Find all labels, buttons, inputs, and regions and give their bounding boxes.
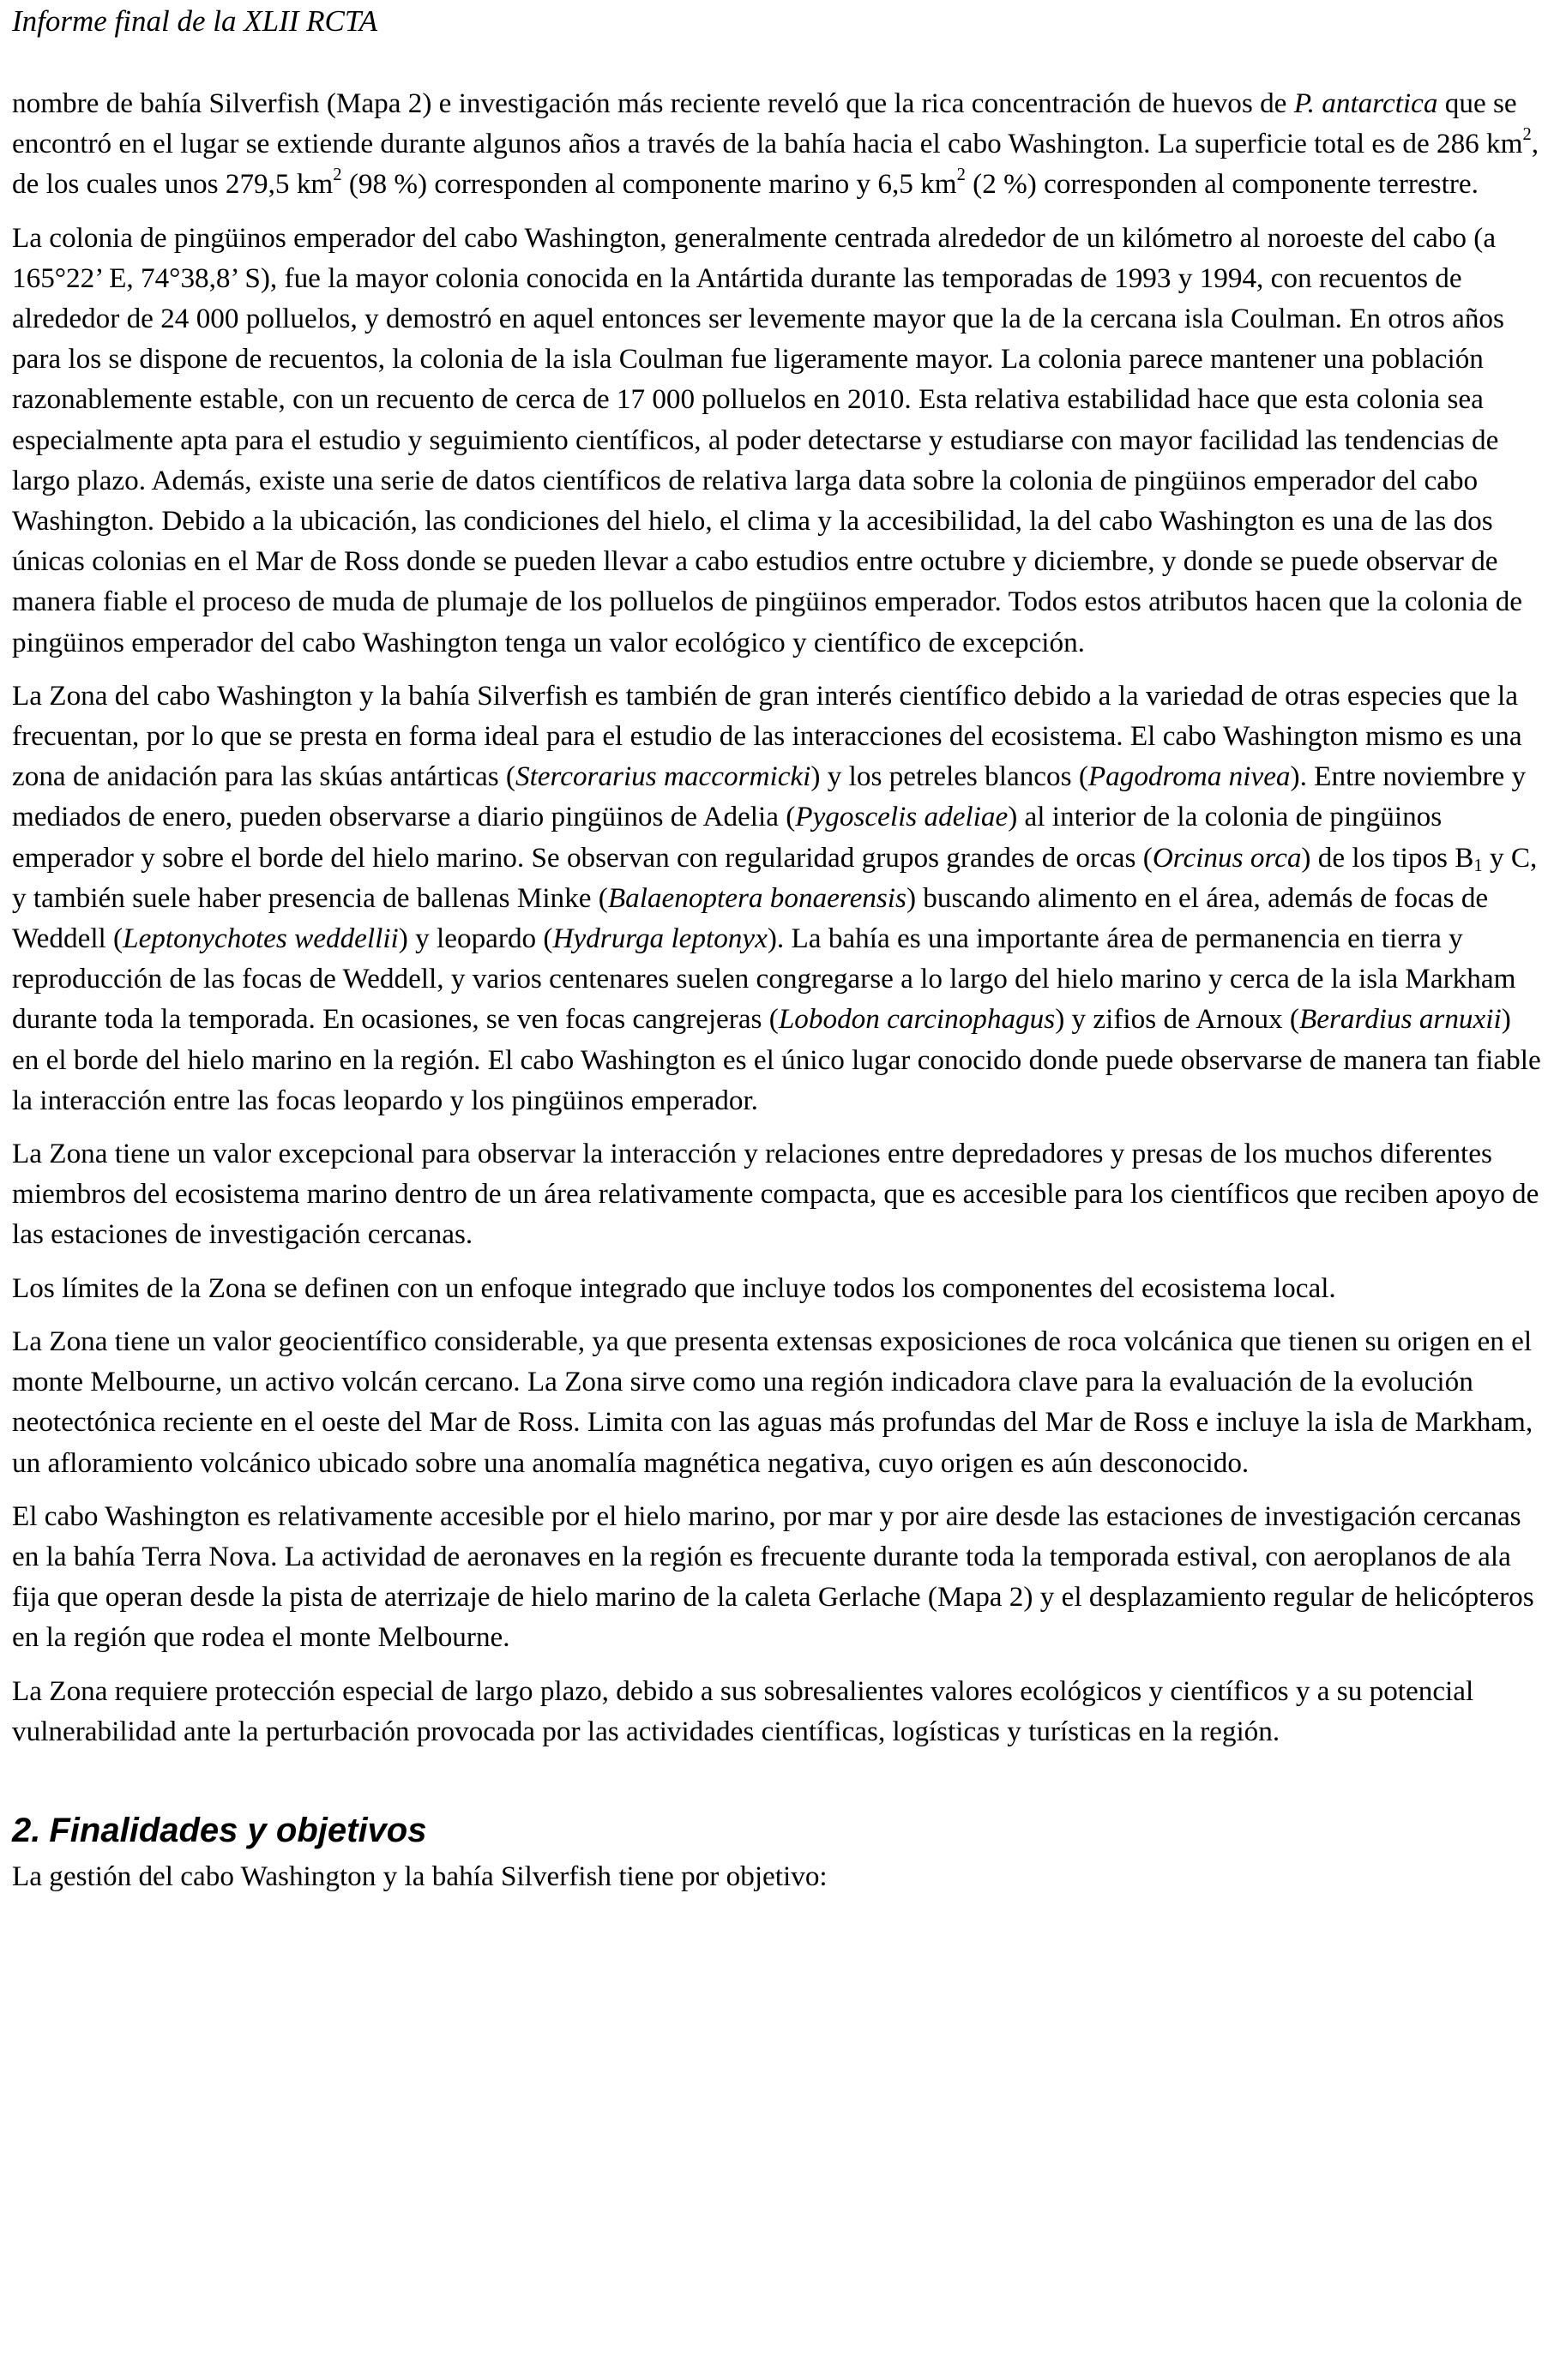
text-run: ) y zifios de Arnoux ( — [1055, 1003, 1299, 1036]
paragraph-silverfish-area — [12, 83, 1543, 205]
paragraph-accessibility: El cabo Washington es relativamente accesible por el hielo marino, por mar y por aire desde las estaciones de investigación cercanas en la bahía Terra Nova. La actividad de aeronaves en la región es frecuente durante toda la temporada estival, con aeroplanos de ala fija que operan desde la pista de aterrizaje de hielo marino de la caleta Gerlache (Mapa 2) y el desplazamiento regular de helicópteros en la región que rodea el monte Melbourne. — [12, 1500, 1534, 1654]
text-run: ) y leopardo ( — [398, 923, 553, 955]
section-number: 2. — [12, 1811, 41, 1849]
text-run: ). Entre noviembre y mediados de enero, pueden observarse a diario pingüinos de Adelia ( — [12, 760, 1527, 833]
text-run: ) buscando alimento en el área, además de focas de Weddell ( — [12, 881, 1489, 955]
text-run: nombre de bahía Silverfish (Mapa 2) e investigación más reciente reveló que la rica concentración de huevos de — [12, 87, 1294, 119]
paragraph-zone-limits: Los límites de la Zona se definen con un enfoque integrado que incluye todos los componentes del ecosistema local. — [12, 1271, 1336, 1304]
text-run: La Zona del cabo Washington y la bahía Silverfish es también de gran interés científico debido a la variedad de otras especies que la frecuentan, por lo que se presta en forma ideal para el estudio de las interacciones del ecosistema. El cabo Washington mismo es una zona de anidación para las skúas antárticas ( — [12, 679, 1522, 793]
species-name: Lobodon carcinophagus — [778, 1003, 1056, 1036]
text-run: , de los cuales unos 279,5 km — [12, 128, 1539, 201]
paragraph-protection-need: La Zona requiere protección especial de largo plazo, debido a sus sobresalientes valores ecológicos y científicos y a su potencial vulnerabilidad ante la perturbación provocada por las actividades científicas, logísticas y turísticas en la región. — [12, 1674, 1474, 1747]
text-run: que se encontró en el lugar se extiende durante algunos años a través de la bahía hacia el cabo Washington. La superficie total es de 286 km — [12, 87, 1523, 160]
subscript: 1 — [1473, 856, 1483, 875]
superscript: 2 — [1522, 125, 1532, 145]
running-header: Informe final de la XLII RCTA — [12, 4, 378, 38]
species-name: Hydrurga leptonyx — [552, 923, 768, 955]
text-run: (98 %) corresponden al componente marino y 6,5 km — [341, 168, 957, 201]
section-intro: La gestión del cabo Washington y la bahía Silverfish tiene por objetivo: — [12, 1860, 828, 1892]
text-run: ) en el borde del hielo marino en la región. El cabo Washington es el único lugar conocido donde puede observarse de manera tan fiable la interacción entre las focas leopardo y los pingüinos emperador. — [12, 1003, 1541, 1116]
text-run: ) y los petreles blancos ( — [810, 760, 1088, 793]
section-title: Finalidades y objetivos — [49, 1811, 427, 1849]
paragraph-emperor-colony: La colonia de pingüinos emperador del cabo Washington, generalmente centrada alrededor de un kilómetro al noroeste del cabo (a 165°22’ E, 74°38,8’ S), fue la mayor colonia conocida en la Antártida durante las temporadas de 1993 y 1994, con recuentos de alrededor de 24 000 polluelos, y demostró en aquel entonces ser levemente mayor que la de la cercana isla Coulman. En otros años para los se dispone de recuentos, la colonia de la isla Coulman fue ligeramente mayor. La colonia parece mantener una población razonablemente estable, con un recuento de cerca de 17 000 polluelos en 2010. Esta relativa estabilidad hace que esta colonia sea especialmente apta para el estudio y seguimiento científicos, al poder detectarse y estudiarse con mayor facilidad las tendencias de largo plazo. Además, existe una serie de datos científicos de relativa larga data sobre la colonia de pingüinos emperador del cabo Washington. Debido a la ubicación, las condiciones del hielo, el clima y la accesibilidad, la del cabo Washington es una de las dos únicas colonias en el Mar de Ross donde se pueden llevar a cabo estudios entre octubre y diciembre, y donde se puede observar de manera fiable el proceso de muda de plumaje de los polluelos de pingüinos emperador. Todos estos atributos hacen que la colonia de pingüinos emperador del cabo Washington tenga un valor ecológico y científico de excepción. — [12, 221, 1523, 658]
text-run: ) de los tipos B — [1301, 841, 1474, 874]
superscript: 2 — [333, 165, 342, 185]
species-name: Leptonychotes weddellii — [123, 923, 399, 955]
species-name: Pygoscelis adeliae — [795, 801, 1009, 833]
document-page — [12, 0, 1543, 1909]
species-name: Orcinus orca — [1152, 841, 1302, 874]
superscript: 2 — [956, 165, 966, 185]
text-run: ). La bahía es una importante área de permanencia en tierra y reproducción de las focas de Weddell, y varios centenares suelen congregarse a lo largo del hielo marino y cerca de la isla Markham durante toda la temporada. En ocasiones, se ven focas cangrejeras ( — [12, 923, 1516, 1036]
section-heading — [12, 1810, 1543, 1851]
species-name: Stercorarius maccormicki — [515, 760, 811, 793]
paragraph-predator-prey: La Zona tiene un valor excepcional para observar la interacción y relaciones entre depredadores y presas de los muchos diferentes miembros del ecosistema marino dentro de un área relativamente compacta, que es accesible para los científicos que reciben apoyo de las estaciones de investigación cercanas. — [12, 1138, 1539, 1251]
text-run: (2 %) corresponden al componente terrestre. — [965, 168, 1479, 201]
species-name: Berardius arnuxii — [1299, 1003, 1502, 1036]
paragraph-geoscience-value: La Zona tiene un valor geocientífico considerable, ya que presenta extensas exposiciones de roca volcánica que tienen su origen en el monte Melbourne, un activo volcán cercano. La Zona sirve como una región indicadora clave para la evaluación de la evolución neotectónica reciente en el oeste del Mar de Ross. Limita con las aguas más profundas del Mar de Ross e incluye la isla de Markham, un afloramiento volcánico ubicado sobre una anomalía magnética negativa, cuyo origen es aún desconocido. — [12, 1325, 1533, 1479]
text-run: ) al interior de la colonia de pingüinos emperador y sobre el borde del hielo marino. Se observan con regularidad grupos grandes de orcas ( — [12, 801, 1443, 874]
species-name: Balaenoptera bonaerensis — [607, 881, 907, 914]
species-name: P. antarctica — [1293, 87, 1438, 119]
paragraph-other-species — [12, 676, 1543, 1121]
text-run: y C, y también suele haber presencia de ballenas Minke ( — [12, 841, 1538, 914]
species-name: Pagodroma nivea — [1087, 760, 1291, 793]
